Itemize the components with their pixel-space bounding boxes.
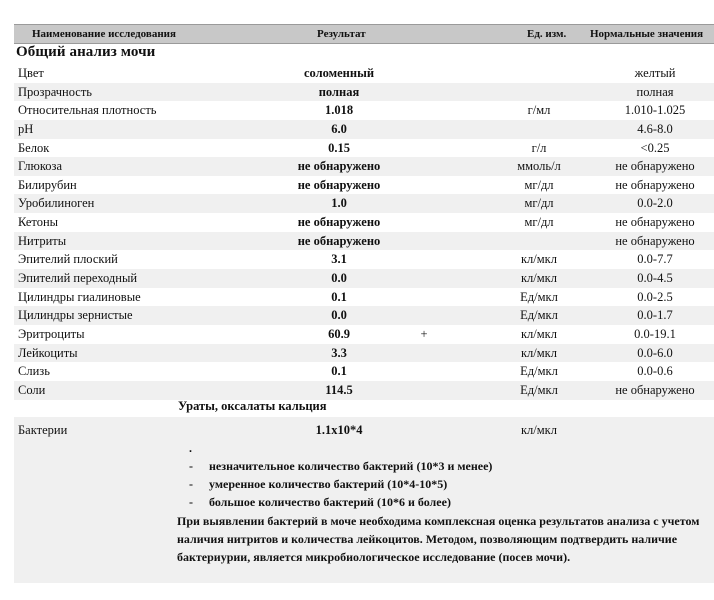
cell-norm: 0.0-7.7 bbox=[637, 252, 673, 267]
table-row bbox=[14, 344, 714, 363]
cell-norm: 0.0-2.0 bbox=[637, 196, 673, 211]
salt-note: Ураты, оксалаты кальция bbox=[178, 399, 327, 413]
bacteria-name: Бактерии bbox=[18, 423, 68, 437]
cell-name: Цилиндры гиалиновые bbox=[18, 289, 141, 304]
cell-name: Глюкоза bbox=[18, 159, 63, 174]
cell-norm: <0.25 bbox=[640, 140, 670, 155]
table-row bbox=[14, 362, 714, 381]
cell-result: 114.5 bbox=[325, 382, 353, 397]
cell-result: 60.9 bbox=[328, 326, 350, 341]
header-norm: Нормальные значения bbox=[590, 28, 704, 40]
cell-norm: не обнаружено bbox=[615, 159, 695, 174]
cell-unit: г/л bbox=[531, 140, 547, 155]
cell-result: полная bbox=[318, 84, 360, 99]
bacteria-notes bbox=[177, 439, 707, 566]
table-row bbox=[14, 306, 714, 325]
table-row bbox=[14, 288, 714, 307]
cell-name: Эритроциты bbox=[18, 326, 85, 341]
notes-item-text: большое количество бактерий (10*6 и более) bbox=[209, 495, 451, 510]
cell-unit: Ед/мкл bbox=[520, 308, 558, 323]
cell-norm: желтый bbox=[634, 66, 676, 80]
cell-name: Соли bbox=[18, 382, 46, 397]
cell-norm: 0.0-2.5 bbox=[637, 289, 673, 304]
cell-name: Нитриты bbox=[18, 233, 67, 248]
results-table bbox=[14, 64, 714, 400]
cell-name: Эпителий переходный bbox=[18, 271, 138, 286]
table-row bbox=[14, 250, 714, 269]
cell-unit: Ед/мкл bbox=[520, 382, 558, 397]
table-header bbox=[14, 24, 714, 44]
cell-result: 1.018 bbox=[324, 103, 354, 118]
cell-result: 0.0 bbox=[331, 308, 347, 323]
bacteria-result: 1.1x10*4 bbox=[315, 423, 363, 437]
cell-name: Уробилиноген bbox=[18, 196, 95, 211]
table-row bbox=[14, 83, 714, 102]
table-row bbox=[14, 325, 714, 344]
cell-result: не обнаружено bbox=[297, 215, 381, 230]
cell-unit: ммоль/л bbox=[517, 159, 561, 174]
cell-name: Лейкоциты bbox=[18, 345, 78, 360]
notes-item: - большое количество бактерий (10*6 и более) bbox=[189, 495, 451, 510]
cell-norm: 4.6-8.0 bbox=[637, 121, 673, 136]
cell-unit: кл/мкл bbox=[520, 271, 557, 286]
cell-result: 3.1 bbox=[331, 252, 347, 267]
cell-unit: Ед/мкл bbox=[520, 289, 558, 304]
cell-result: не обнаружено bbox=[297, 177, 381, 192]
cell-unit: кл/мкл bbox=[520, 252, 557, 267]
table-row bbox=[14, 101, 714, 120]
cell-flag: + bbox=[420, 326, 428, 341]
cell-result: не обнаружено bbox=[297, 159, 381, 174]
cell-name: Билирубин bbox=[18, 177, 77, 192]
table-row bbox=[14, 269, 714, 288]
table-row bbox=[14, 176, 714, 195]
cell-result: не обнаружено bbox=[297, 233, 381, 248]
cell-result: 0.0 bbox=[331, 271, 347, 286]
cell-norm: 0.0-1.7 bbox=[637, 308, 673, 323]
notes-paragraph: При выявлении бактерий в моче необходима комплексная оценка результатов анализа с учетом наличия нитритов и количества лейкоцитов. Методом, позволяющим подтвердить наличие бактериурии, является микробиологическое исследование (посев мочи). bbox=[177, 513, 700, 565]
cell-unit: мг/дл bbox=[524, 196, 554, 211]
cell-result: соломенный bbox=[303, 66, 375, 80]
notes-item-text: незначительное количество бактерий (10*3 и менее) bbox=[209, 459, 493, 473]
cell-unit: Ед/мкл bbox=[520, 364, 558, 379]
bacteria-unit: кл/мкл bbox=[520, 423, 557, 437]
cell-norm: 0.0-6.0 bbox=[637, 345, 673, 360]
cell-norm: 0.0-0.6 bbox=[637, 364, 673, 379]
table-row bbox=[14, 120, 714, 139]
cell-name: Белок bbox=[18, 140, 50, 155]
cell-unit: кл/мкл bbox=[520, 345, 557, 360]
table-row bbox=[14, 213, 714, 232]
cell-norm: 0.0-4.5 bbox=[637, 271, 673, 286]
header-name: Наименование исследования bbox=[32, 28, 176, 40]
bacteria-row bbox=[14, 417, 714, 583]
cell-norm: не обнаружено bbox=[615, 215, 695, 230]
header-unit: Ед. изм. bbox=[527, 28, 567, 40]
cell-result: 3.3 bbox=[331, 345, 347, 360]
cell-norm: 0.0-19.1 bbox=[634, 326, 676, 341]
cell-name: Прозрачность bbox=[18, 84, 93, 99]
notes-item: - незначительное количество бактерий (10*3 и менее) bbox=[189, 459, 493, 473]
cell-unit: г/мл bbox=[527, 103, 551, 118]
cell-unit: мг/дл bbox=[524, 177, 554, 192]
cell-norm: не обнаружено bbox=[615, 177, 695, 192]
cell-name: Слизь bbox=[18, 364, 50, 379]
notes-dot: . bbox=[189, 441, 192, 455]
cell-unit: кл/мкл bbox=[520, 326, 557, 341]
cell-result: 1.0 bbox=[331, 196, 347, 211]
header-result: Результат bbox=[317, 28, 366, 40]
cell-norm: 1.010-1.025 bbox=[624, 103, 686, 118]
cell-result: 0.1 bbox=[331, 364, 347, 379]
cell-norm: не обнаружено bbox=[615, 233, 695, 248]
cell-norm: не обнаружено bbox=[615, 382, 695, 397]
cell-name: Цилиндры зернистые bbox=[18, 308, 133, 323]
cell-name: Кетоны bbox=[18, 215, 59, 230]
table-row bbox=[14, 194, 714, 213]
cell-name: pH bbox=[18, 121, 34, 136]
cell-result: 0.15 bbox=[328, 140, 350, 155]
cell-unit: мг/дл bbox=[524, 215, 554, 230]
cell-result: 6.0 bbox=[331, 121, 347, 136]
cell-name: Цвет bbox=[18, 66, 44, 80]
table-row bbox=[14, 381, 714, 400]
table-row bbox=[14, 139, 714, 158]
section-title: Общий анализ мочи bbox=[16, 44, 156, 60]
cell-result: 0.1 bbox=[331, 289, 347, 304]
cell-name: Эпителий плоский bbox=[18, 252, 118, 267]
cell-name: Относительная плотность bbox=[18, 103, 157, 118]
table-row bbox=[14, 232, 714, 251]
cell-norm: полная bbox=[636, 84, 674, 99]
table-row bbox=[14, 64, 714, 83]
notes-item-text: умеренное количество бактерий (10*4-10*5) bbox=[209, 477, 448, 492]
notes-item: - умеренное количество бактерий (10*4-10*5) bbox=[189, 477, 448, 492]
table-row bbox=[14, 157, 714, 176]
